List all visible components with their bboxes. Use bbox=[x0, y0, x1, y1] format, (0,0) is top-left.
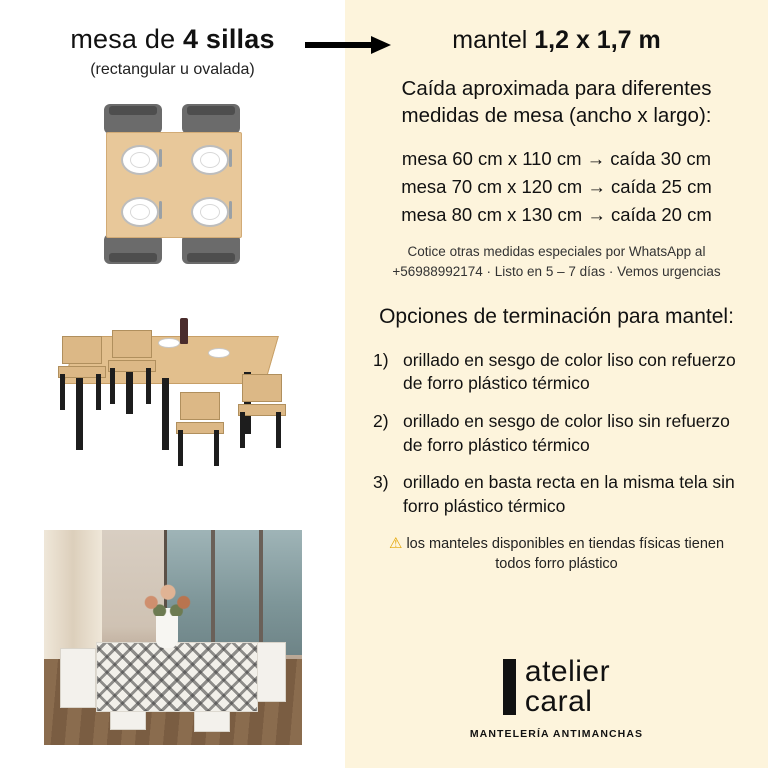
photo-tablecloth bbox=[96, 642, 258, 712]
logo-line-2: caral bbox=[524, 685, 593, 718]
options-heading: Opciones de terminación para mantel: bbox=[379, 305, 734, 329]
cutlery-icon bbox=[159, 201, 162, 219]
warning-note bbox=[371, 533, 742, 575]
option-item bbox=[373, 410, 750, 457]
measure-row: mesa 80 cm x 130 cm → caída 20 cm bbox=[401, 203, 712, 225]
option-text: orillado en sesgo de color liso con refuerzo de forro plástico térmico bbox=[403, 349, 736, 394]
arrow-right-icon bbox=[305, 36, 391, 54]
option-number: 1) bbox=[373, 349, 389, 370]
cutlery-icon bbox=[229, 201, 232, 219]
measures-list bbox=[345, 145, 768, 228]
plate-icon bbox=[158, 338, 180, 348]
option-text: orillado en sesgo de color liso sin refuerzo de forro plástico térmico bbox=[403, 411, 730, 455]
plate-icon bbox=[121, 145, 159, 175]
plate-icon bbox=[208, 348, 230, 358]
contact-note: Cotice otras medidas especiales por WhatsApp al +56988992174 · Listo en 5 – 7 días · Vemos urgencias bbox=[392, 244, 721, 279]
warning-text: los manteles disponibles en tiendas físicas tienen todos forro plástico bbox=[406, 535, 725, 572]
cutlery-icon bbox=[229, 149, 232, 167]
product-title bbox=[345, 26, 768, 55]
chair-icon bbox=[104, 104, 162, 134]
measure-row: mesa 60 cm x 110 cm → caída 30 cm bbox=[401, 148, 712, 170]
cutlery-icon bbox=[159, 149, 162, 167]
plate-icon bbox=[191, 197, 229, 227]
plate-icon bbox=[121, 197, 159, 227]
option-item bbox=[373, 471, 750, 518]
left-title bbox=[0, 24, 345, 55]
chair-icon bbox=[104, 234, 162, 264]
right-panel bbox=[345, 0, 768, 768]
product-title-size: 1,2 x 1,7 m bbox=[534, 26, 661, 54]
table-top-view-illustration bbox=[78, 100, 268, 270]
option-text: orillado en basta recta en la misma tela sin forro plástico térmico bbox=[403, 472, 735, 516]
brand-logo bbox=[345, 657, 768, 740]
tabletop-shape bbox=[106, 132, 242, 238]
table-perspective-illustration bbox=[30, 300, 315, 500]
drop-heading: Caída aproximada para diferentes medidas de mesa (ancho x largo): bbox=[401, 77, 712, 128]
chair-icon bbox=[108, 330, 156, 404]
photo-flowers bbox=[140, 582, 196, 616]
left-subtitle: (rectangular u ovalada) bbox=[90, 61, 255, 78]
measure-row: mesa 70 cm x 120 cm → caída 25 cm bbox=[401, 175, 712, 197]
chair-icon bbox=[238, 374, 286, 448]
photo-chair bbox=[60, 648, 96, 708]
product-title-prefix: mantel bbox=[452, 26, 535, 54]
logo-line-1: atelier bbox=[524, 655, 611, 688]
plate-icon bbox=[191, 145, 229, 175]
table-leg bbox=[162, 378, 169, 450]
chair-icon bbox=[176, 392, 224, 466]
logo-tagline: MANTELERÍA ANTIMANCHAS bbox=[469, 728, 644, 740]
chair-icon bbox=[182, 104, 240, 134]
left-panel bbox=[0, 0, 345, 768]
option-item bbox=[373, 349, 750, 396]
left-title-prefix: mesa de bbox=[70, 24, 183, 54]
room-photo bbox=[44, 530, 302, 745]
option-number: 3) bbox=[373, 472, 389, 493]
chair-icon bbox=[182, 234, 240, 264]
logo-bar-icon bbox=[503, 659, 516, 715]
warning-triangle-icon: ⚠ bbox=[388, 534, 403, 552]
option-number: 2) bbox=[373, 411, 389, 432]
left-title-strong: 4 sillas bbox=[183, 24, 275, 54]
options-list bbox=[373, 349, 750, 519]
bottle-icon bbox=[180, 318, 188, 344]
chair-icon bbox=[58, 336, 106, 410]
